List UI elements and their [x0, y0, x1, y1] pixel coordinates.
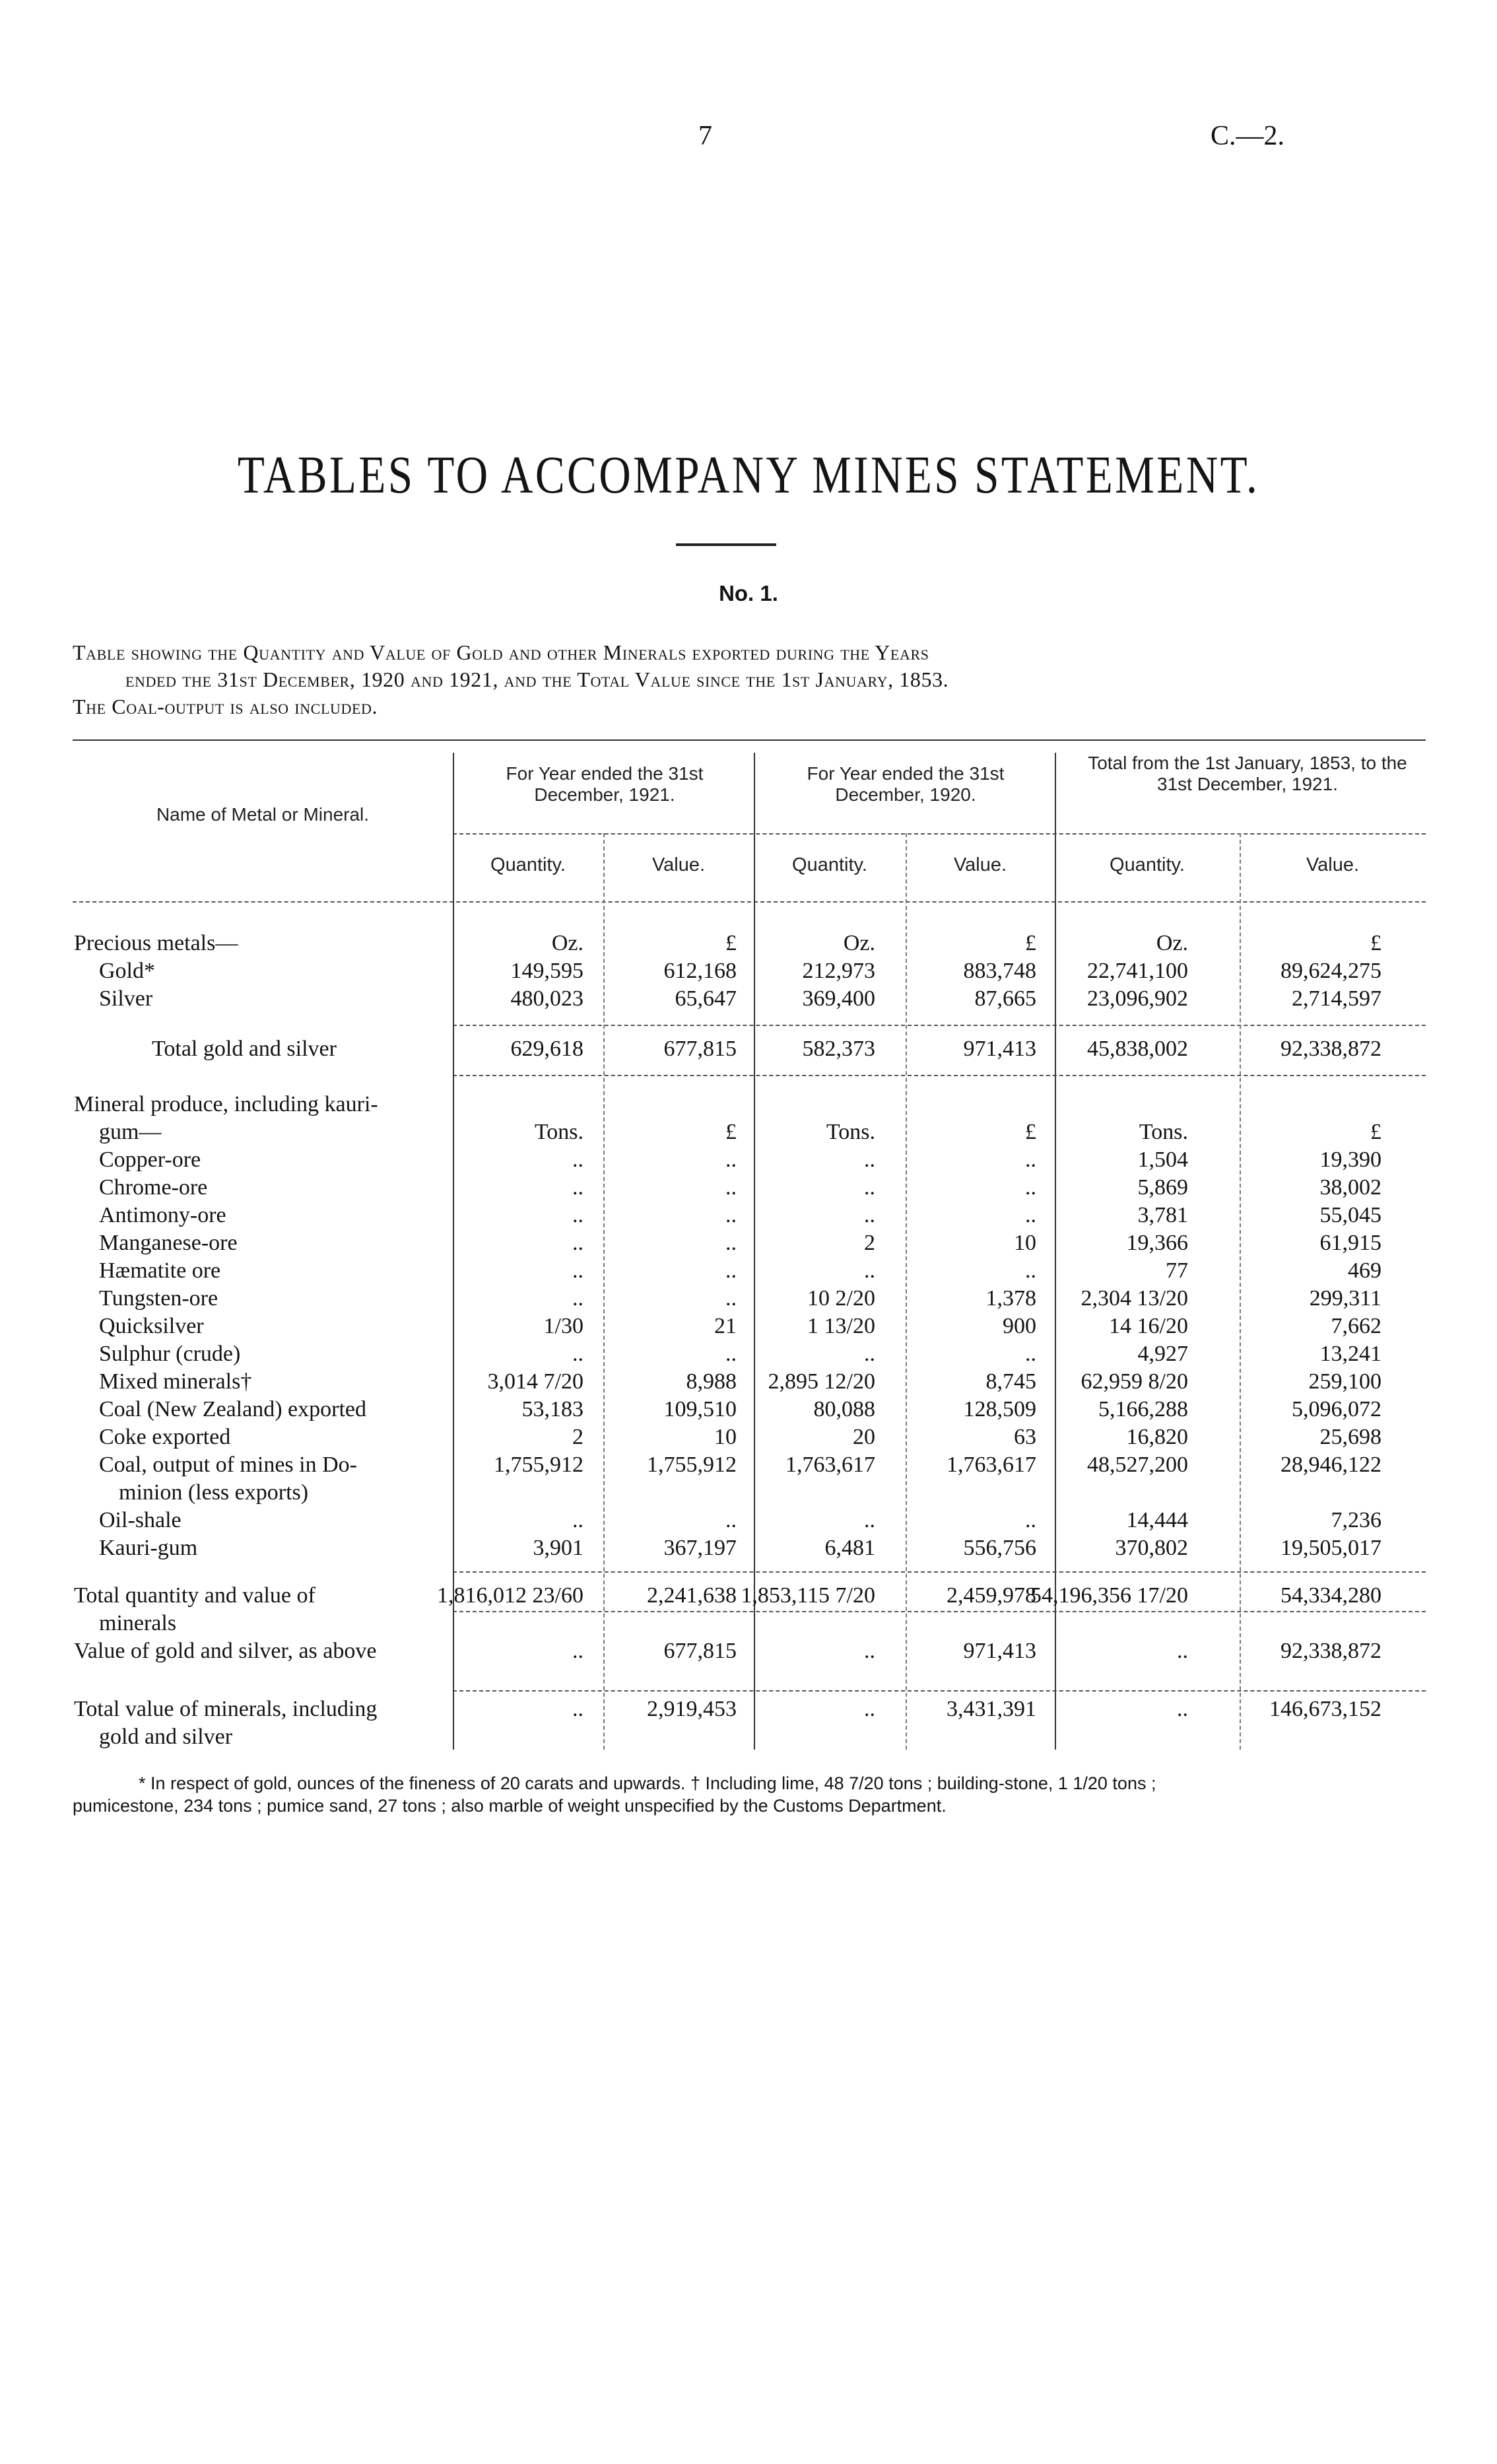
cell-value: 10 2/20: [807, 1286, 875, 1311]
cell-value: 2,241,638: [647, 1583, 737, 1608]
section-label: gum—: [99, 1120, 162, 1144]
unit-label: Tons.: [534, 1120, 583, 1144]
cell-value: 5,096,072: [1292, 1397, 1381, 1421]
table-row: [0, 1120, 1497, 1149]
cell-value: ..: [572, 1508, 583, 1532]
cell-value: 2,714,597: [1292, 986, 1381, 1011]
cell-value: 16,820: [1126, 1425, 1188, 1449]
row-name: Coke exported: [99, 1425, 231, 1449]
page-title: TABLES TO ACCOMPANY MINES STATEMENT.: [237, 446, 1260, 504]
cell-value: 28,946,122: [1281, 1453, 1381, 1477]
cell-value: ..: [1025, 1147, 1036, 1172]
cell-value: 92,338,872: [1281, 1037, 1381, 1061]
cell-value: 128,509: [963, 1397, 1036, 1421]
cell-value: 971,413: [963, 1037, 1036, 1061]
unit-label: Tons.: [1139, 1120, 1188, 1144]
cell-value: ..: [864, 1697, 875, 1721]
cell-value: 1,755,912: [494, 1453, 583, 1477]
cell-value: 2,304 13/20: [1081, 1286, 1188, 1311]
cell-value: 1 13/20: [807, 1314, 875, 1338]
cell-value: 677,815: [663, 1037, 737, 1061]
cell-value: 469: [1348, 1258, 1381, 1283]
cell-value: ..: [1025, 1508, 1036, 1532]
cell-value: 259,100: [1308, 1369, 1381, 1394]
table-row: [0, 931, 1497, 960]
table-row: [0, 1203, 1497, 1232]
cell-value: ..: [572, 1258, 583, 1283]
cell-value: 1,763,617: [785, 1453, 875, 1477]
cell-value: 2,459,978: [947, 1583, 1036, 1608]
cell-value: 14 16/20: [1109, 1314, 1188, 1338]
cell-value: 2: [572, 1425, 583, 1449]
cell-value: 7,662: [1331, 1314, 1381, 1338]
cell-value: 1,504: [1137, 1147, 1188, 1172]
cell-value: 6,481: [824, 1536, 875, 1560]
table-number: No. 1.: [719, 581, 778, 605]
cell-value: 87,665: [974, 986, 1036, 1011]
row-name: Chrome-ore: [99, 1175, 208, 1200]
cell-value: 3,014 7/20: [487, 1369, 583, 1394]
caption-line-3: The Coal-output is also included.: [73, 695, 378, 718]
table-row: [0, 1583, 1497, 1612]
page-number: 7: [698, 121, 712, 151]
cell-value: 8,988: [686, 1369, 737, 1394]
section-label: Mineral produce, including kauri-: [74, 1092, 378, 1116]
cell-value: 3,431,391: [947, 1697, 1036, 1721]
header-quantity-total: Quantity.: [1110, 854, 1185, 875]
row-name: Tungsten-ore: [99, 1286, 218, 1311]
cell-value: ..: [572, 1342, 583, 1366]
row-name: Value of gold and silver, as above: [74, 1639, 377, 1663]
cell-value: ..: [572, 1203, 583, 1227]
table-row: [0, 1092, 1497, 1121]
cell-value: 1,763,617: [947, 1453, 1036, 1477]
cell-value: ..: [1177, 1639, 1188, 1663]
row-name: Quicksilver: [99, 1314, 204, 1338]
cell-value: 19,366: [1126, 1231, 1188, 1255]
cell-value: ..: [1025, 1342, 1036, 1366]
table-row: [0, 1536, 1497, 1565]
cell-value: 369,400: [802, 986, 875, 1011]
footnotes: [73, 1772, 1432, 1817]
cell-value: 1,378: [985, 1286, 1036, 1311]
table-top-rule: [73, 739, 1426, 741]
table-caption: [73, 639, 1393, 720]
table-row: [0, 1258, 1497, 1287]
cell-value: 10: [714, 1425, 737, 1449]
cell-value: 1,853,115 7/20: [741, 1583, 875, 1608]
header-quantity-1920: Quantity.: [792, 854, 867, 875]
table-row: [0, 1369, 1497, 1398]
cell-value: ..: [725, 1203, 737, 1227]
unit-label: Oz.: [1156, 931, 1188, 955]
row-name: Copper-ore: [99, 1147, 201, 1172]
table-row: [0, 1397, 1497, 1426]
cell-value: 92,338,872: [1281, 1639, 1381, 1663]
section-label: Precious metals—: [74, 931, 238, 955]
cell-value: ..: [572, 1639, 583, 1663]
cell-value: 63: [1014, 1425, 1036, 1449]
cell-value: ..: [864, 1508, 875, 1532]
caption-line-2: ended the 31st December, 1920 and 1921, and the Total Value since the 1st January, 1853.: [125, 667, 949, 691]
cell-value: 146,673,152: [1269, 1697, 1381, 1721]
table-row: [0, 1611, 1497, 1640]
cell-value: 629,618: [510, 1037, 583, 1061]
row-name: Silver: [99, 986, 153, 1011]
cell-value: 556,756: [963, 1536, 1036, 1560]
unit-label: Oz.: [843, 931, 875, 955]
row-name: Oil-shale: [99, 1508, 182, 1532]
cell-value: 10: [1014, 1231, 1036, 1255]
cell-value: ..: [572, 1147, 583, 1172]
cell-value: ..: [572, 1286, 583, 1311]
caption-line-1: Table showing the Quantity and Value of Gold and other Minerals exported during the Years: [73, 640, 929, 664]
cell-value: ..: [864, 1639, 875, 1663]
cell-value: ..: [725, 1175, 737, 1200]
cell-value: ..: [572, 1231, 583, 1255]
table-row: [0, 1425, 1497, 1454]
cell-value: 971,413: [963, 1639, 1036, 1663]
cell-value: 77: [1166, 1258, 1188, 1283]
cell-value: 38,002: [1319, 1175, 1381, 1200]
cell-value: 54,334,280: [1281, 1583, 1381, 1608]
header-total-since-1853: Total from the 1st January, 1853, to the 31st December, 1921.: [1088, 753, 1407, 794]
cell-value: 65,647: [675, 986, 737, 1011]
unit-label: £: [725, 931, 737, 955]
cell-value: 54,196,356 17/20: [1030, 1583, 1188, 1608]
table-row: [0, 986, 1497, 1015]
cell-value: ..: [1025, 1203, 1036, 1227]
cell-value: 53,183: [521, 1397, 583, 1421]
document-reference: C.—2.: [1211, 121, 1285, 151]
cell-value: 212,973: [802, 959, 875, 983]
table-row: [0, 1147, 1497, 1177]
cell-value: 883,748: [963, 959, 1036, 983]
table-row: [0, 1286, 1497, 1315]
cell-value: 22,741,100: [1087, 959, 1188, 983]
cell-value: 89,624,275: [1281, 959, 1381, 983]
cell-value: 8,745: [985, 1369, 1036, 1394]
cell-value: ..: [725, 1286, 737, 1311]
cell-value: ..: [1025, 1175, 1036, 1200]
row-name: Antimony-ore: [99, 1203, 226, 1227]
cell-value: 45,838,002: [1087, 1037, 1188, 1061]
table-row: [0, 1725, 1497, 1754]
row-name: Kauri-gum: [99, 1536, 198, 1560]
header-value-1920: Value.: [953, 854, 1007, 875]
cell-value: 80,088: [813, 1397, 875, 1421]
row-name: Mixed minerals†: [99, 1369, 252, 1394]
table-row: [0, 1342, 1497, 1371]
cell-value: 3,781: [1137, 1203, 1188, 1227]
cell-value: 612,168: [663, 959, 737, 983]
cell-value: 2,895 12/20: [768, 1369, 875, 1394]
table-row: [0, 959, 1497, 988]
cell-value: ..: [1025, 1258, 1036, 1283]
unit-label: £: [1370, 1120, 1381, 1144]
cell-value: 20: [853, 1425, 875, 1449]
cell-value: 367,197: [663, 1536, 737, 1560]
cell-value: 370,802: [1115, 1536, 1188, 1560]
subtotal-rule-bottom: [453, 1075, 1426, 1076]
row-name-continued: minion (less exports): [119, 1480, 309, 1505]
unit-label: £: [1025, 931, 1036, 955]
cell-value: 1,816,012 23/60: [437, 1583, 583, 1608]
header-value-total: Value.: [1306, 854, 1360, 875]
row-name: Total quantity and value of: [74, 1583, 316, 1608]
cell-value: 25,698: [1319, 1425, 1381, 1449]
cell-value: 48,527,200: [1087, 1453, 1188, 1477]
table-row: [0, 1508, 1497, 1537]
cell-value: 677,815: [663, 1639, 737, 1663]
row-name: Sulphur (crude): [99, 1342, 241, 1366]
cell-value: 149,595: [510, 959, 583, 983]
totals-rule-top: [453, 1571, 1426, 1573]
footnote-1: * In respect of gold, ounces of the fineness of 20 carats and upwards. † Including lime, 48 7/20 tons ; building-stone, 1 1/20 tons ;: [139, 1773, 1156, 1793]
cell-value: 55,045: [1319, 1203, 1381, 1227]
row-name: Manganese-ore: [99, 1231, 238, 1255]
cell-value: 14,444: [1126, 1508, 1188, 1532]
table-row: [0, 1231, 1497, 1260]
cell-value: ..: [864, 1147, 875, 1172]
cell-value: 7,236: [1331, 1508, 1381, 1532]
cell-value: 2,919,453: [647, 1697, 737, 1721]
row-name: Coal (New Zealand) exported: [99, 1397, 366, 1421]
table-row: [0, 1697, 1497, 1726]
row-name: Total gold and silver: [152, 1037, 337, 1061]
unit-label: £: [1025, 1120, 1036, 1144]
unit-label: Oz.: [551, 931, 583, 955]
unit-label: £: [1370, 931, 1381, 955]
cell-value: ..: [864, 1175, 875, 1200]
unit-label: £: [725, 1120, 737, 1144]
row-name: Gold*: [99, 959, 155, 983]
cell-value: 2: [864, 1231, 875, 1255]
row-name: Hæmatite ore: [99, 1258, 221, 1283]
cell-value: 13,241: [1319, 1342, 1381, 1366]
cell-value: 582,373: [802, 1037, 875, 1061]
cell-value: ..: [864, 1258, 875, 1283]
cell-value: 1/30: [543, 1314, 583, 1338]
cell-value: ..: [1177, 1697, 1188, 1721]
table-row: [0, 1453, 1497, 1482]
header-year-1920: For Year ended the 31st December, 1920.: [807, 763, 1005, 805]
row-name: Coal, output of mines in Do-: [99, 1453, 357, 1477]
cell-value: 19,505,017: [1281, 1536, 1381, 1560]
cell-value: 5,166,288: [1098, 1397, 1188, 1421]
header-value-1921: Value.: [651, 854, 706, 875]
group-header-rule: [453, 833, 1426, 835]
unit-label: Tons.: [826, 1120, 875, 1144]
row-name: Total value of minerals, including: [74, 1697, 378, 1721]
cell-value: 480,023: [510, 986, 583, 1011]
header-name-of-mineral: Name of Metal or Mineral.: [156, 804, 370, 825]
cell-value: 19,390: [1319, 1147, 1381, 1172]
cell-value: ..: [572, 1175, 583, 1200]
table-row: [0, 1314, 1497, 1343]
cell-value: 900: [1003, 1314, 1036, 1338]
cell-value: 62,959 8/20: [1081, 1369, 1188, 1394]
header-year-1921: For Year ended the 31st December, 1921.: [506, 763, 704, 805]
totals-rule-bottom: [453, 1690, 1426, 1692]
header-bottom-rule: [73, 901, 1426, 903]
cell-value: 21: [714, 1314, 737, 1338]
table-row: [0, 1175, 1497, 1204]
table-row: [0, 1639, 1497, 1668]
cell-value: 109,510: [663, 1397, 737, 1421]
row-name-continued: gold and silver: [99, 1725, 233, 1749]
table-row: [0, 1480, 1497, 1509]
cell-value: ..: [725, 1147, 737, 1172]
cell-value: ..: [572, 1697, 583, 1721]
subtotal-rule-top: [453, 1025, 1426, 1026]
cell-value: 5,869: [1137, 1175, 1188, 1200]
cell-value: ..: [725, 1508, 737, 1532]
table-row: [0, 1037, 1497, 1066]
cell-value: 1,755,912: [647, 1453, 737, 1477]
cell-value: ..: [864, 1203, 875, 1227]
footnote-2: pumicestone, 234 tons ; pumice sand, 27 tons ; also marble of weight unspecified by the Customs Department.: [73, 1796, 947, 1816]
cell-value: ..: [725, 1342, 737, 1366]
cell-value: 299,311: [1309, 1286, 1381, 1311]
row-name-continued: minerals: [99, 1611, 177, 1635]
cell-value: 23,096,902: [1087, 986, 1188, 1011]
title-rule: [676, 543, 776, 546]
cell-value: 3,901: [533, 1536, 583, 1560]
cell-value: 4,927: [1137, 1342, 1188, 1366]
cell-value: ..: [725, 1258, 737, 1283]
header-quantity-1921: Quantity.: [490, 854, 566, 875]
cell-value: ..: [864, 1342, 875, 1366]
cell-value: ..: [725, 1231, 737, 1255]
cell-value: 61,915: [1319, 1231, 1381, 1255]
